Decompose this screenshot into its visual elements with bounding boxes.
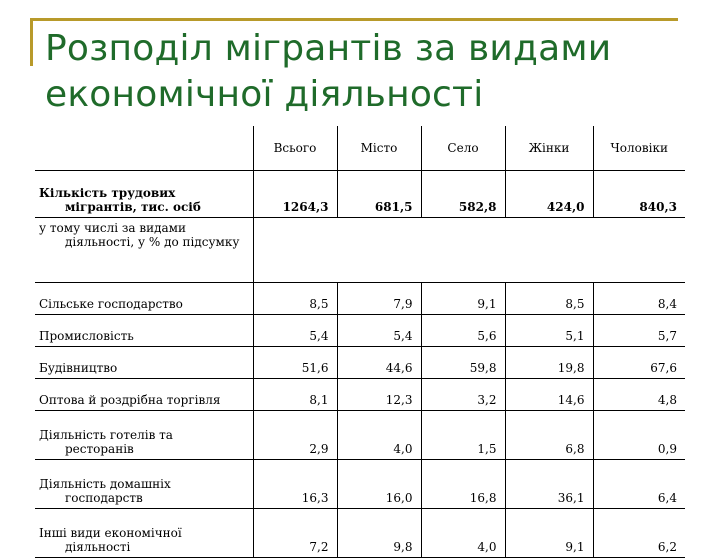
cell-women: 6,8 <box>505 411 593 460</box>
table-row <box>35 460 685 509</box>
row-label <box>35 509 253 558</box>
cell-women: 19,8 <box>505 347 593 379</box>
row-label: Оптова й роздрібна торгівля <box>35 379 253 411</box>
row-label-line1: Діяльність готелів та <box>39 428 173 442</box>
row-label: Будівництво <box>35 347 253 379</box>
cell-total: 16,3 <box>253 460 337 509</box>
row-label <box>35 171 253 218</box>
cell-village: 5,6 <box>421 315 505 347</box>
cell-men: 4,8 <box>593 379 685 411</box>
cell-men: 67,6 <box>593 347 685 379</box>
cell-women: 14,6 <box>505 379 593 411</box>
cell-total: 1264,3 <box>253 171 337 218</box>
row-label-line2: діяльності <box>65 540 131 554</box>
table-row <box>35 315 685 347</box>
header-city: Місто <box>337 126 421 171</box>
cell-city: 16,0 <box>337 460 421 509</box>
row-label-line2: господарств <box>65 491 143 505</box>
cell-women: 424,0 <box>505 171 593 218</box>
header-blank <box>35 126 253 171</box>
cell-village: 4,0 <box>421 509 505 558</box>
row-label-line1: у тому числі за видами <box>39 221 187 235</box>
cell-city: 681,5 <box>337 171 421 218</box>
row-label-line1: Діяльність домашніх <box>39 477 171 491</box>
subtotal-blank-cell <box>253 218 685 283</box>
cell-total: 8,1 <box>253 379 337 411</box>
header-total: Всього <box>253 126 337 171</box>
table-row <box>35 509 685 558</box>
cell-village: 1,5 <box>421 411 505 460</box>
cell-men: 6,2 <box>593 509 685 558</box>
cell-city: 9,8 <box>337 509 421 558</box>
row-label: Сільське господарство <box>35 283 253 315</box>
cell-city: 5,4 <box>337 315 421 347</box>
cell-men: 8,4 <box>593 283 685 315</box>
cell-women: 9,1 <box>505 509 593 558</box>
row-label-line2: діяльності, у % до підсумку <box>65 235 240 249</box>
row-label: Промисловість <box>35 315 253 347</box>
table-row <box>35 283 685 315</box>
slide-title: Розподіл мігрантів за видами економічної діяльності <box>45 28 612 115</box>
table-row <box>35 379 685 411</box>
cell-city: 12,3 <box>337 379 421 411</box>
cell-total: 5,4 <box>253 315 337 347</box>
row-label-line2: мігрантів, тис. осіб <box>65 200 201 214</box>
cell-total: 7,2 <box>253 509 337 558</box>
cell-city: 4,0 <box>337 411 421 460</box>
table-row <box>35 347 685 379</box>
row-label-line2: ресторанів <box>65 442 134 456</box>
table-row <box>35 411 685 460</box>
row-label <box>35 218 253 283</box>
table-header-row <box>35 126 685 171</box>
cell-men: 840,3 <box>593 171 685 218</box>
row-label <box>35 411 253 460</box>
header-village: Село <box>421 126 505 171</box>
header-women: Жінки <box>505 126 593 171</box>
cell-men: 6,4 <box>593 460 685 509</box>
cell-city: 7,9 <box>337 283 421 315</box>
cell-total: 8,5 <box>253 283 337 315</box>
cell-village: 59,8 <box>421 347 505 379</box>
migrants-table <box>35 126 685 558</box>
accent-rule-left <box>30 18 33 66</box>
accent-rule-top <box>30 18 678 21</box>
cell-women: 8,5 <box>505 283 593 315</box>
row-label-line1: Інші види економічної <box>39 526 182 540</box>
cell-village: 3,2 <box>421 379 505 411</box>
row-label-line1: Кількість трудових <box>39 186 176 200</box>
cell-total: 2,9 <box>253 411 337 460</box>
cell-women: 5,1 <box>505 315 593 347</box>
cell-village: 9,1 <box>421 283 505 315</box>
cell-village: 582,8 <box>421 171 505 218</box>
table-row <box>35 218 685 283</box>
cell-men: 0,9 <box>593 411 685 460</box>
cell-total: 51,6 <box>253 347 337 379</box>
cell-men: 5,7 <box>593 315 685 347</box>
cell-women: 36,1 <box>505 460 593 509</box>
cell-village: 16,8 <box>421 460 505 509</box>
header-men: Чоловіки <box>593 126 685 171</box>
row-label <box>35 460 253 509</box>
cell-city: 44,6 <box>337 347 421 379</box>
table-row <box>35 171 685 218</box>
